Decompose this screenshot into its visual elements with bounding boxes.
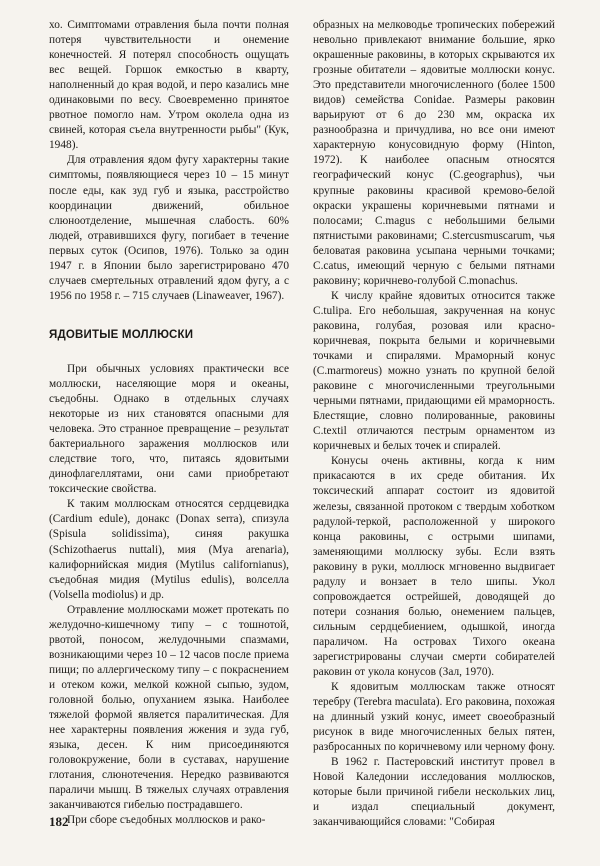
paragraph: Для отравления ядом фугу характерны такие симптомы, появляющиеся через 10 – 15 минут после еды, как зуд губ и языка, расстройство координации движений, обильное слюноотделение, мышечная слабость. 60% людей, отравившихся фугу, погибает в течение первых суток (Осипов, 1976). Только за один 1947 г. в Японии было зарегистрировано 470 случаев смертельных отравлений ядом фугу, а с 1956 по 1958 г. – 715 случаев (Linaweaver, 1967). [49, 154, 289, 302]
left-column [49, 18, 289, 828]
paragraph: При обычных условиях практически все моллюски, населяющие моря и океаны, съедобны. Однако в отдельных случаях некоторые из них становятся опасными для человека. Это странное превращение – результат бактериального заражения моллюсков или следствие того, что, питаясь ядовитыми динофлагеллятами, они сами приобретают токсические свойства. [49, 362, 289, 496]
paragraph: хо. Симптомами отравления была почти полная потеря чувствительности и онемение конечностей. Я потерял способность ощущать вес вещей. Горшок емкостью в кварту, наполненный до края водой, и перо казались мне одинаковыми по весу. Своевременно принятое рвотное помогло нам. Утром околела одна из свиней, которая съела внутренности рыбы" (Кук, 1948). [49, 19, 289, 152]
paragraph: образных на мелководье тропических побережий невольно привлекают внимание большие, ярко окрашенные раковины, в которых скрываются их грозные обитатели – ядовитые моллюски конус. Это представители многочисленного (более 1500 видов) семейства Conidae. Размеры раковин варьируют от 6 до 230 мм, окраска их разнообразна и причудлива, но все они имеют характерную конусовидную форму (Hinton, 1972). К наиболее опасным относятся географический конус (C.geographus), чьи крупные раковины красивой кремово-белой окраски украшены коричневыми пятнами и полосами; C.magus с небольшими белыми пятнистыми раковинами; C.stercusmuscarum, чья беловатая раковина усыпана черными точками; C.catus, имеющий черную с белыми пятнами раковину; коричнево-голубой C.monachus. [313, 19, 555, 287]
paragraph: Отравление моллюсками может протекать по желудочно-кишечному типу – с тошнотой, рвотой, поносом, желудочными спазмами, возникающими через 10 – 12 часов после приема пищи; по аллергическому типу – с покраснением и отеком кожи, мелкой кожной сыпью, зудом, головной болью, опуханием языка. Наиболее тяжелой формой является паралитическая. Для нее характерны появления жжения и зуда губ, языка, десен. К ним присоединяются головокружение, боли в суставах, нарушение глотания, слюнотечения. Нередко развиваются параличи мышц. В тяжелых случаях отравления заканчиваются гибелью пострадавшего. [49, 603, 289, 812]
paragraph: Конусы очень активны, когда к ним прикасаются в их среде обитания. Их токсический аппарат состоит из ядовитой железы, связанной протоком с твердым хоботком радулой-теркой, расположенной у широкого конца раковины, с острыми шипами, заменяющими моллюску зубы. Если взять раковину в руки, моллюск мгновенно выдвигает радулу и вонзает в тело шипы. Укол сопровождается острейшей, доводящей до потери сознания болью, онемением пальцев, сильным сердцебиением, одышкой, иногда параличом. На островах Тихого океана зарегистрированы случаи смерти собирателей раковин от укола конусов (Зал, 1970). [313, 455, 555, 679]
page-number: 182 [49, 814, 69, 829]
paragraph: В 1962 г. Пастеровский институт провел в Новой Каледонии исследования моллюсков, которые были причиной гибели нескольких лиц, и издал специальный документ, заканчивающийся словами: "Собирая [313, 756, 555, 829]
paragraph: К ядовитым моллюскам также относят теребру (Terebra maculata). Его раковина, похожая на длинный узкий конус, имеет своеобразный рисунок в виде многочисленных белых пятен, разбросанных по коричневому или черному фону. [313, 681, 555, 754]
paragraph: При сборе съедобных моллюсков и рако- [67, 814, 266, 827]
paragraph: К числу крайне ядовитых относится также C.tulipa. Его небольшая, закрученная на конус раковина, голубая, розовая или красно-коричневая, покрыта белыми и коричневыми точками и спиралями. Мраморный конус (C.marmoreus) можно узнать по крупной белой раковине с многочисленными треугольными черными пятнами, придающими ей мраморность. Блестящие, словно полированные, раковины C.textil отличаются пестрым орнаментом из коричневых и белых точек и спиралей. [313, 289, 555, 453]
section-heading: ЯДОВИТЫЕ МОЛЛЮСКИ [49, 328, 194, 341]
paragraph: К таким моллюскам относятся сердцевидка (Cardium edule), донакс (Donax serra), спизула (Spisula solidissima), синяя ракушка (Schizothaerus nuttali), мия (Mya arenaria), калифорнийская мидия (Mytilus californianus), съедобная мидия (Mytilus edulis), волселла (Volsella modiolus) и др. [49, 498, 289, 601]
right-column [313, 18, 555, 831]
